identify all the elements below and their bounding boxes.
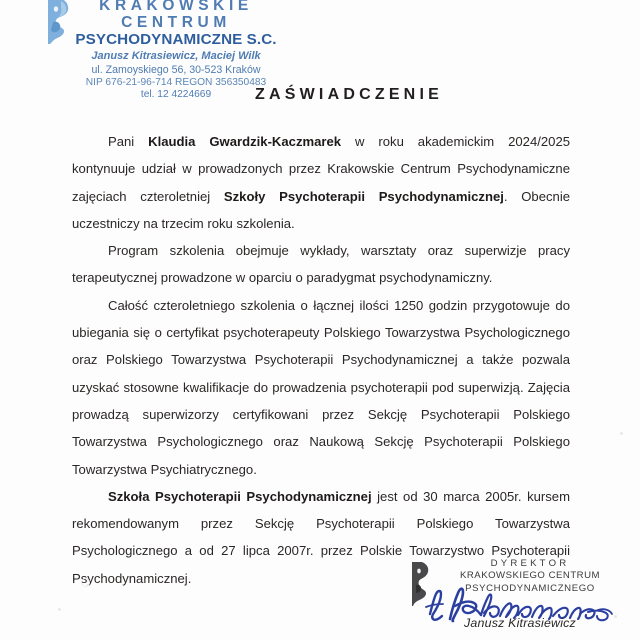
paragraph-3: Całość czteroletniego szkolenia o łącznej ilości 1250 godzin przygotowuje do ubiegania się o certyfikat psychoterapeuty Polskiego Towarzystwa Psychologicznego oraz Polskiego Towarzystwa Psychoterapii Psychodynamicznej a także pozwala uzyskać stosowne kwalifikacje do prowadzenia psychoterapii pod superwizją. Zajęcia prowadzą superwizorzy certyfikowani przez Sekcję Psychoterapii Polskiego Towarzystwa Psychologicznego oraz Naukową Sekcję Psychoterapii Polskiego Towarzystwa Psychiatrycznego. bbox=[72, 297, 570, 477]
document-title: ZAŚWIADCZENIE bbox=[255, 86, 443, 103]
stamp-line-2: KRAKOWSKIEGO CENTRUM bbox=[459, 570, 601, 582]
address-line: ul. Zamoyskiego 56, 30-523 Kraków bbox=[91, 64, 261, 76]
paragraph-4-text: jest od 30 marca 2005r. kursem rekomendowanym przez Sekcję Psychoterapii Polskiego Towarzystwa Psychologicznego a od 27 lipca 2007r. przez Polskie Towarzystwo Psychoterapii Psychodynamicznej. bbox=[72, 488, 571, 586]
director-stamp bbox=[430, 558, 630, 595]
paragraph-1-part-3: . Obecnie uczestniczy na trzecim roku szkolenia. bbox=[72, 188, 571, 231]
nip-regon-line: NIP 676-21-96-714 REGON 356350483 bbox=[85, 76, 267, 88]
paragraph-1 bbox=[72, 128, 570, 237]
paragraph-2: Program szkolenia obejmuje wykłady, warsztaty oraz superwizje pracy terapeutycznej prowadzone w oparciu o paradygmat psychodynamiczny. bbox=[72, 243, 570, 286]
paragraph-1-part-2: w roku akademickim 2024/2025 kontynuuje udział w prowadzonych przez Krakowskie Centrum Psychodynamiczne zajęciach czteroletniej bbox=[72, 134, 571, 204]
student-name: Klaudia Gwardzik-Kaczmarek bbox=[148, 134, 342, 149]
letterhead bbox=[0, 0, 300, 100]
signature-block bbox=[400, 556, 640, 640]
org-name-line-1: KRAKOWSKIE bbox=[99, 0, 253, 14]
phone-line: tel. 12 4224669 bbox=[140, 89, 212, 100]
org-name-line-2: CENTRUM bbox=[121, 14, 231, 31]
document-body bbox=[72, 128, 570, 592]
school-name-inline: Szkoły Psychoterapii Psychodynamicznej bbox=[223, 188, 504, 204]
stamp-line-3: PSYCHODYNAMICZNEGO bbox=[465, 582, 595, 594]
scan-artifact bbox=[58, 608, 61, 611]
partners-line: Janusz Kitrasiewicz, Maciej Wilk bbox=[91, 50, 261, 62]
org-name-line-3: PSYCHODYNAMICZNE S.C. bbox=[75, 31, 277, 48]
stamp-line-1: DYREKTOR bbox=[490, 558, 570, 569]
school-name-inline-2: Szkoła Psychoterapii Psychodynamicznej bbox=[108, 488, 372, 504]
scan-artifact bbox=[620, 432, 623, 435]
paragraph-1-part-1: Pani bbox=[108, 134, 149, 149]
printed-signer-name: Janusz Kitrasiewicz bbox=[464, 616, 576, 630]
